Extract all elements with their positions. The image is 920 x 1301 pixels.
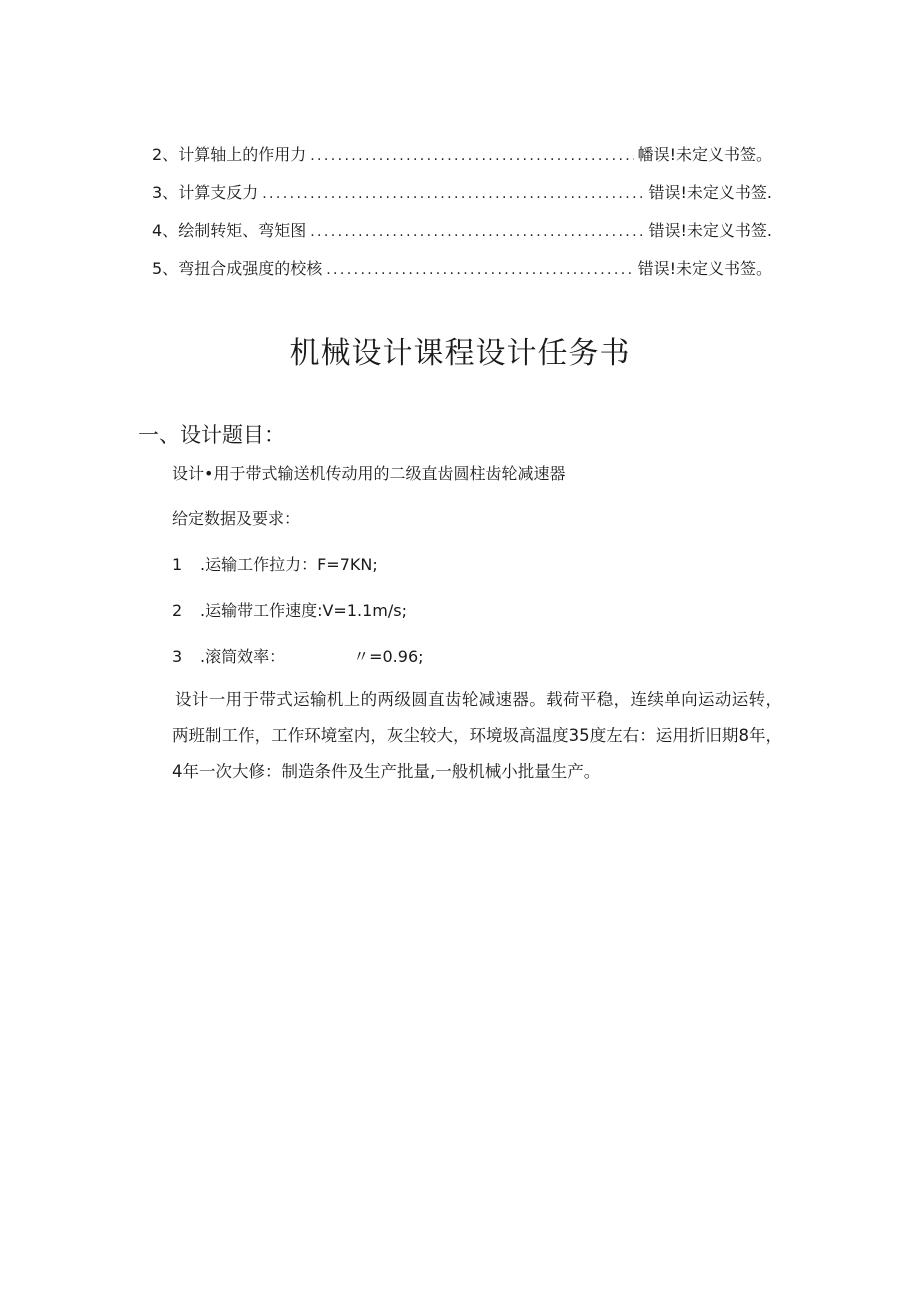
requirement-text: .运输工作拉力：F=7KN; bbox=[200, 555, 378, 574]
toc-leader-dots bbox=[310, 220, 644, 244]
requirement-number: 1 bbox=[172, 555, 183, 574]
toc-entry-title: 弯扭合成强度的校核 bbox=[178, 259, 323, 278]
toc-entry-number: 5、 bbox=[152, 259, 179, 278]
toc-entry-title: 绘制转矩、弯矩图 bbox=[178, 221, 307, 240]
requirement-item bbox=[172, 599, 407, 623]
toc-leader-dots bbox=[326, 258, 633, 282]
requirement-number: 3 bbox=[172, 647, 183, 666]
section-heading: 一、设计题目： bbox=[138, 423, 285, 447]
toc-entry[interactable] bbox=[152, 219, 772, 257]
toc-entry-number: 3、 bbox=[152, 183, 179, 202]
table-of-contents bbox=[152, 143, 772, 295]
requirement-item bbox=[172, 645, 424, 669]
toc-leader-dots bbox=[310, 144, 633, 168]
design-subject: 设计•用于带式输送机传动用的二级直齿圆柱齿轮减速器 bbox=[172, 464, 566, 483]
toc-entry-page-ref: 错误!未定义书签. bbox=[648, 221, 772, 240]
given-data-label: 给定数据及要求： bbox=[172, 509, 301, 528]
requirement-text: .滚筒效率： bbox=[200, 647, 286, 666]
requirement-item bbox=[172, 553, 378, 577]
toc-entry-title: 计算轴上的作用力 bbox=[178, 145, 307, 164]
toc-entry[interactable] bbox=[152, 181, 772, 219]
document-title: 机械设计课程设计任务书 bbox=[289, 336, 631, 371]
toc-entry-number: 2、 bbox=[152, 145, 179, 164]
toc-entry-page-ref: 错误!未定义书签. bbox=[648, 183, 772, 202]
toc-entry-title: 计算支反力 bbox=[178, 183, 259, 202]
toc-entry[interactable] bbox=[152, 257, 772, 295]
toc-entry-page-ref: 幡误!未定义书签。 bbox=[637, 145, 772, 164]
toc-entry[interactable] bbox=[152, 143, 772, 181]
design-description-paragraph: 设计一用于带式运输机上的两级圆直齿轮减速器。载荷平稳，连续单向运动运转，两班制工作，工作环境室内，灰尘较大，环境圾高温度35度左右：运用折旧期8年，4年一次大修：制造条件及生产批量,一般机械小批量生产。 bbox=[172, 690, 782, 781]
requirement-number: 2 bbox=[172, 601, 183, 620]
toc-entry-page-ref: 错误!未定义书签。 bbox=[637, 259, 772, 278]
requirement-text: .运输带工作速度:V=1.1m/s; bbox=[200, 601, 407, 620]
toc-leader-dots bbox=[262, 182, 644, 206]
requirement-value: 〃=0.96; bbox=[353, 647, 424, 666]
toc-entry-number: 4、 bbox=[152, 221, 179, 240]
